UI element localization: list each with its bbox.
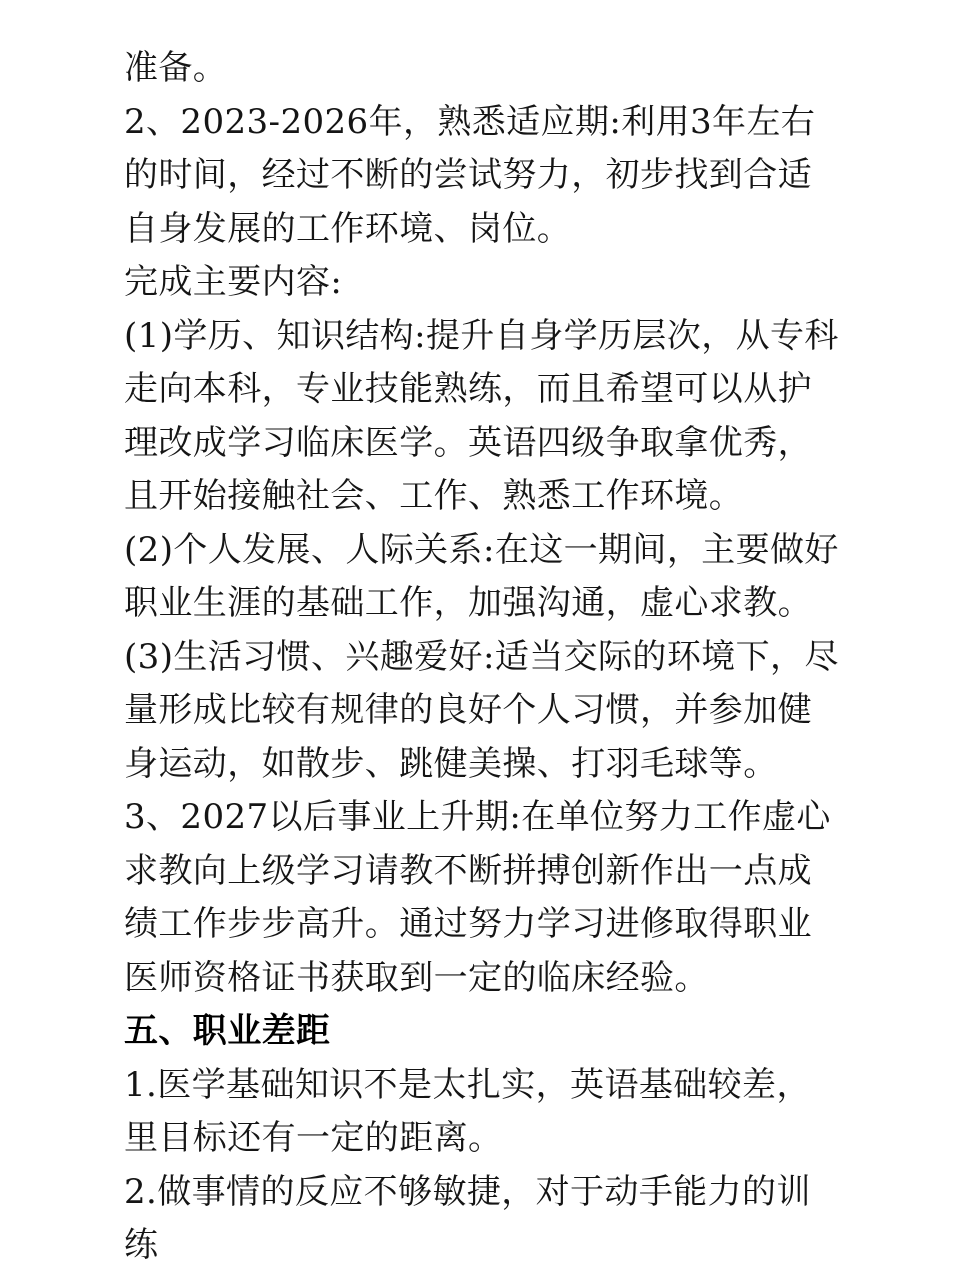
paragraph-item-2-development: (2)个人发展、人际关系:在这一期间，主要做好职业生涯的基础工作，加强沟通，虚心求教。 <box>124 529 839 623</box>
paragraph-item-1-education: (1)学历、知识结构:提升自身学历层次，从专科走向本科，专业技能熟练，而且希望可以从护理改成学习临床医学。英语四级争取拿优秀，且开始接触社会、工作、熟悉工作环境。 <box>124 315 839 516</box>
paragraph-stage-3: 3、2027以后事业上升期:在单位努力工作虚心求教向上级学习请教不断拼搏创新作出一点成绩工作步步高升。通过努力学习进修取得职业医师资格证书获取到一定的临床经验。 <box>124 797 831 998</box>
paragraph-gap-1: 1.医学基础知识不是太扎实，英语基础较差，里目标还有一定的距离。 <box>124 1064 811 1158</box>
paragraph-stage-2: 2、2023-2026年，熟悉适应期:利用3年左右的时间，经过不断的尝试努力，初步找到合适自身发展的工作环境、岗位。 <box>124 101 816 249</box>
section-heading-career-gap: 五、职业差距 <box>124 1011 331 1051</box>
paragraph-continuation: 准备。 <box>124 48 228 88</box>
paragraph-gap-2: 2.做事情的反应不够敏捷，对于动手能力的训练 <box>124 1171 811 1265</box>
paragraph-item-3-habits: (3)生活习惯、兴趣爱好:适当交际的环境下，尽量形成比较有规律的良好个人习惯，并参加健身运动，如散步、跳健美操、打羽毛球等。 <box>124 636 839 784</box>
document-body <box>124 42 844 1273</box>
paragraph-main-content-label: 完成主要内容: <box>124 262 343 302</box>
